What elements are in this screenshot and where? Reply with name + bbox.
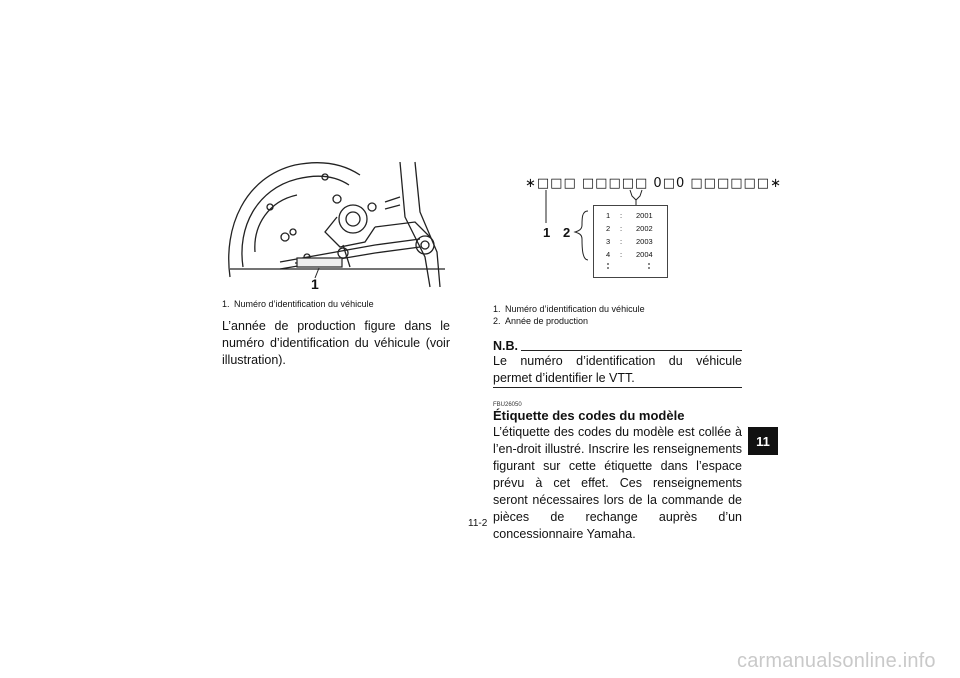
year-code: 3 xyxy=(606,237,611,246)
year-code: 1 xyxy=(606,211,611,220)
year-row xyxy=(606,250,653,259)
caption-text: Année de production xyxy=(505,316,589,326)
note-text: Le numéro d’identification du véhicule permet d’identifier le VTT. xyxy=(493,354,742,385)
watermark: carmanualsonline.info xyxy=(737,650,936,672)
section-text: L’étiquette des codes du modèle est collée à l’en-droit illustré. Inscrire les renseignements figurant sur cette étiquette dans l’espace prévu à cet effet. Ces renseignements seront nécessaires lors de la commande de pièces de rechange auprès d’un concessionnaire Yamaha. xyxy=(493,425,742,541)
year-value: 2001 xyxy=(636,211,653,220)
left-paragraph: L’année de production figure dans le numéro d’identification du véhicule (voir illustration). xyxy=(222,319,450,367)
year-row xyxy=(606,224,653,233)
caption-item xyxy=(493,303,743,315)
note-top-rule xyxy=(521,350,742,351)
note-title: N.B. xyxy=(493,339,518,353)
page-number: 11-2 xyxy=(468,518,488,529)
left-figure-caption xyxy=(222,298,450,310)
right-figure-captions xyxy=(493,303,743,327)
vin-callout-1: 1 xyxy=(543,225,551,240)
year-sep: : xyxy=(620,237,623,246)
vin-callout-2: 2 xyxy=(563,225,571,240)
vin-plate xyxy=(297,258,342,267)
caption-number: 1. xyxy=(222,299,230,309)
year-value: 2002 xyxy=(636,224,653,233)
caption-number: 2. xyxy=(493,316,501,326)
year-value: 2004 xyxy=(636,250,653,259)
year-code: 4 xyxy=(606,250,611,259)
caption-item xyxy=(493,315,743,327)
year-row xyxy=(606,211,653,220)
year-sep: : xyxy=(620,250,623,259)
left-figure-callout-1: 1 xyxy=(311,276,319,292)
year-sep: : xyxy=(620,211,623,220)
continuation-dots xyxy=(594,261,667,275)
caption-text: Numéro d’identification du véhicule xyxy=(234,299,374,309)
caption-number: 1. xyxy=(493,304,501,314)
note-bottom-rule xyxy=(493,387,742,388)
caption-text: Numéro d’identification du véhicule xyxy=(505,304,645,314)
year-sep: : xyxy=(620,224,623,233)
year-row xyxy=(606,237,653,246)
year-code-table xyxy=(593,205,668,278)
year-value: 2003 xyxy=(636,237,653,246)
vin-sample: ∗□□□ □□□□□ 0□0 □□□□□□∗ xyxy=(525,176,782,191)
chapter-tab: 11 xyxy=(748,427,778,455)
section-code: FBU26050 xyxy=(493,402,522,408)
year-code: 2 xyxy=(606,224,611,233)
section-title: Étiquette des codes du modèle xyxy=(493,408,685,423)
engine-vin-location-illustration xyxy=(225,157,445,292)
